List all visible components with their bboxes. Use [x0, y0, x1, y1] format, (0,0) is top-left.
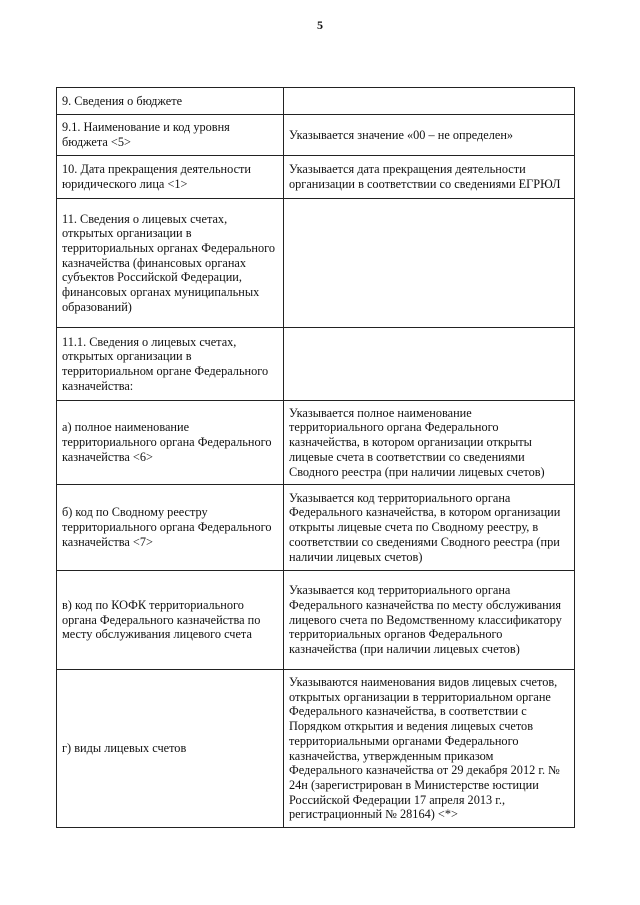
table-row — [57, 156, 575, 199]
table-row — [57, 485, 575, 571]
page-number: 5 — [317, 18, 323, 32]
row-label: 11. Сведения о лицевых счетах, открытых организации в территориальных органах Федерального казначейства (финансовых органах субъектов Российской Федерации, финансовых органах муниципальных образований) — [57, 199, 284, 328]
table-row — [57, 115, 575, 156]
table-row — [57, 401, 575, 485]
row-label: 9.1. Наименование и код уровня бюджета <5> — [57, 115, 284, 156]
row-description — [284, 88, 575, 115]
row-description — [284, 199, 575, 328]
requirements-table — [56, 87, 575, 828]
row-label: 9. Сведения о бюджете — [57, 88, 284, 115]
row-label: 10. Дата прекращения деятельности юридического лица <1> — [57, 156, 284, 199]
row-label: б) код по Сводному реестру территориального органа Федерального казначейства <7> — [57, 485, 284, 571]
table-row — [57, 88, 575, 115]
row-description: Указывается код территориального органа Федерального казначейства, в котором организации открыты лицевые счета по Сводному реестру, в соответствии со сведениями Сводного реестра (при наличии лицевых счетов) — [284, 485, 575, 571]
row-description: Указывается дата прекращения деятельности организации в соответствии со сведениями ЕГРЮЛ — [284, 156, 575, 199]
row-description: Указывается значение «00 – не определен» — [284, 115, 575, 156]
row-description: Указывается полное наименование территориального органа Федерального казначейства, в котором организации открыты лицевые счета в соответствии со сведениями Сводного реестра (при наличии лицевых счетов) — [284, 401, 575, 485]
row-label: г) виды лицевых счетов — [57, 670, 284, 828]
table-row — [57, 328, 575, 401]
row-label: а) полное наименование территориального органа Федерального казначейства <6> — [57, 401, 284, 485]
table-row — [57, 670, 575, 828]
row-label: в) код по КОФК территориального органа Федерального казначейства по месту обслуживания лицевого счета — [57, 571, 284, 670]
row-description — [284, 328, 575, 401]
row-description: Указываются наименования видов лицевых счетов, открытых организации в территориальном органе Федерального казначейства, в соответствии с Порядком открытия и ведения лицевых счетов территориальными органами Федерального казначейства, утвержденным приказом Федерального казначейства от 29 декабря 2012 г. № 24н (зарегистрирован в Министерстве юстиции Российской Федерации 17 апреля 2013 г., регистрационный № 28164) <*> — [284, 670, 575, 828]
row-description: Указывается код территориального органа Федерального казначейства по месту обслуживания лицевого счета по Ведомственному классификатору территориальных органов Федерального казначейства (при наличии лицевых счетов) — [284, 571, 575, 670]
row-label: 11.1. Сведения о лицевых счетах, открытых организации в территориальном органе Федерального казначейства: — [57, 328, 284, 401]
table-row — [57, 571, 575, 670]
table-row — [57, 199, 575, 328]
